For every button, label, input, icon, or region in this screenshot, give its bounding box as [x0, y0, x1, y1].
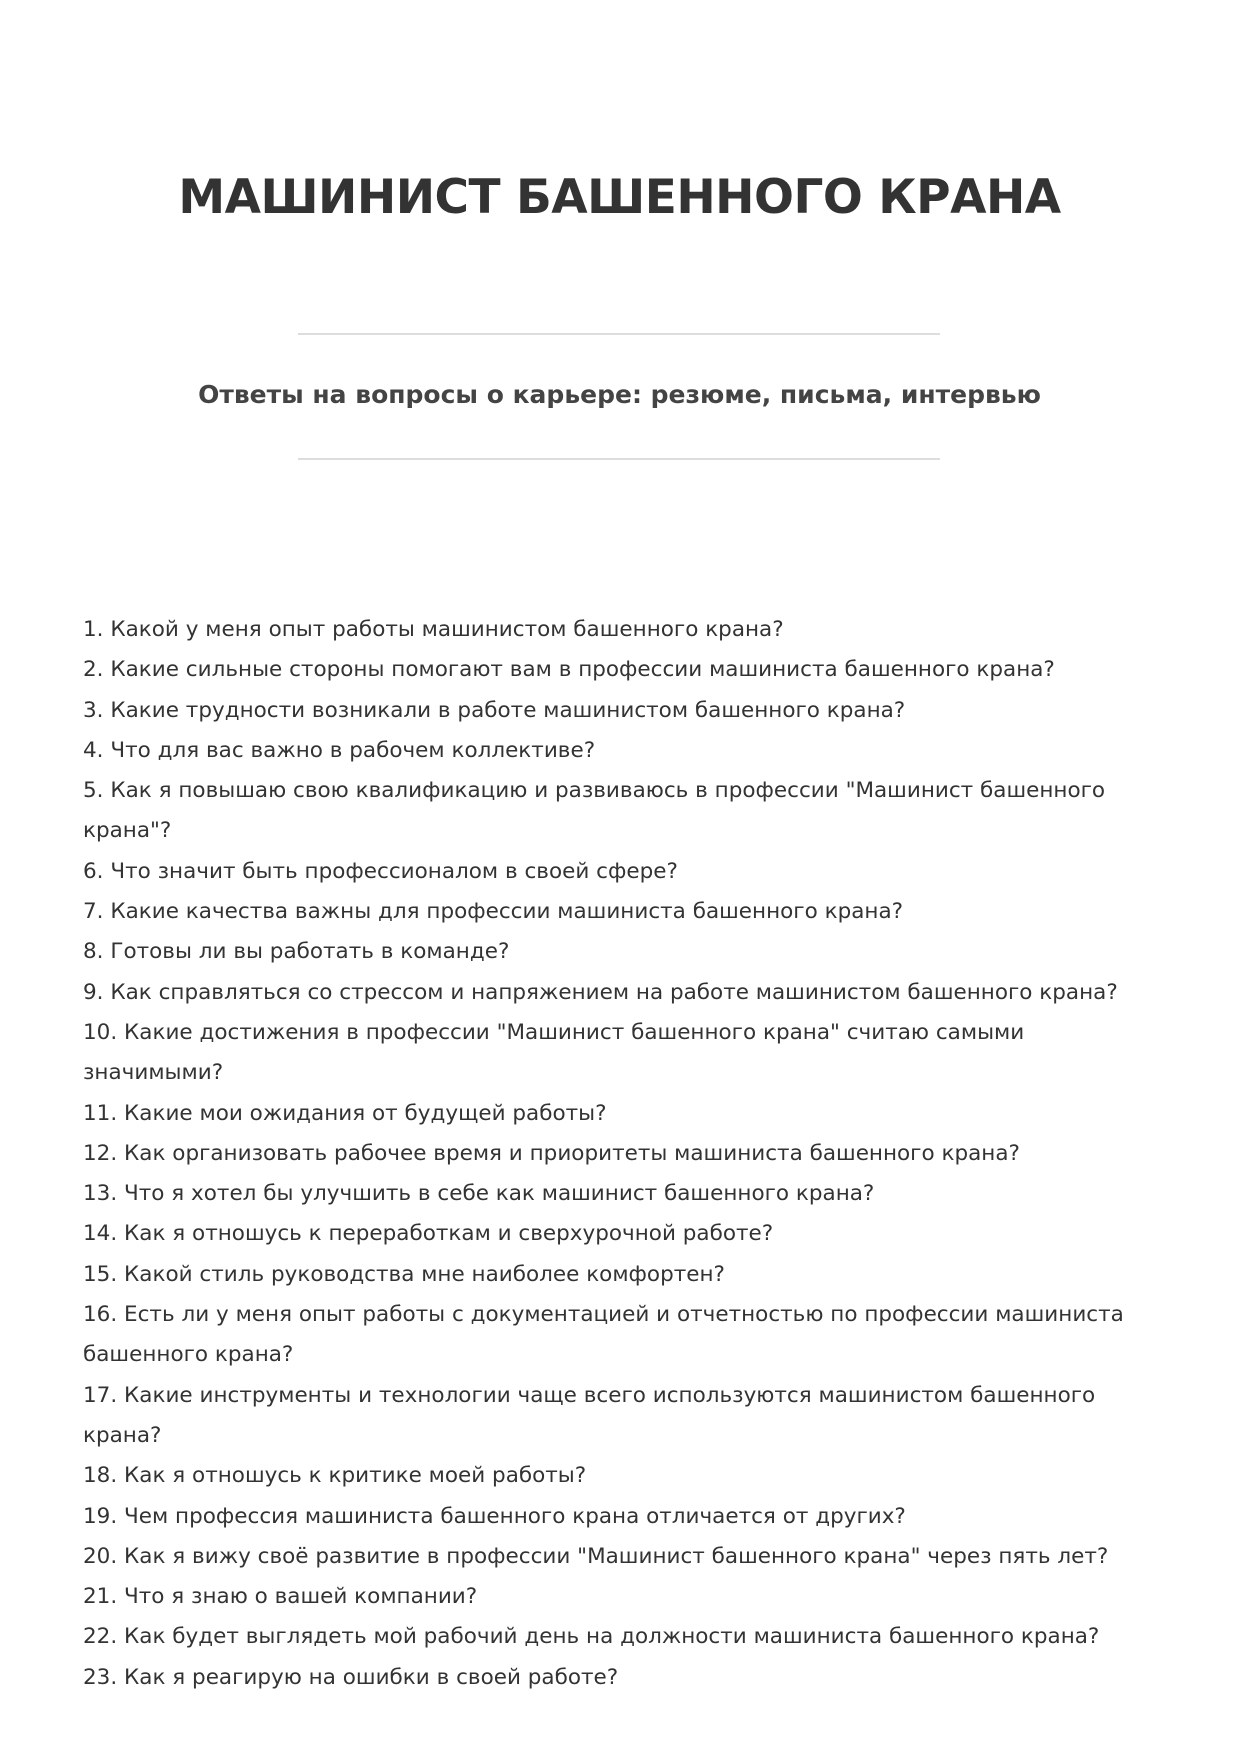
- question-item: 17. Какие инструменты и технологии чаще всего используются машинистом башенного крана?: [83, 1382, 1096, 1448]
- question-item: 2. Какие сильные стороны помогают вам в профессии машиниста башенного крана?: [83, 657, 1055, 683]
- question-item: 13. Что я хотел бы улучшить в себе как машинист башенного крана?: [83, 1181, 875, 1207]
- divider-bottom: [298, 458, 940, 460]
- question-item: 9. Как справляться со стрессом и напряжением на работе машинистом башенного крана?: [83, 979, 1118, 1005]
- question-item: 7. Какие качества важны для профессии машиниста башенного крана?: [83, 899, 904, 925]
- question-item: 16. Есть ли у меня опыт работы с документацией и отчетностью по профессии машиниста башенного крана?: [83, 1302, 1124, 1368]
- question-item: 10. Какие достижения в профессии "Машинист башенного крана" считаю самыми значимыми?: [83, 1019, 1025, 1086]
- question-item: 3. Какие трудности возникали в работе машинистом башенного крана?: [83, 697, 906, 723]
- page-subtitle: Ответы на вопросы о карьере: резюме, письма, интервью: [198, 380, 1041, 409]
- question-item: 11. Какие мои ожидания от будущей работы?: [83, 1100, 607, 1126]
- question-item: 14. Как я отношусь к переработкам и сверхурочной работе?: [83, 1221, 774, 1247]
- page-title: МАШИНИСТ БАШЕННОГО КРАНА: [178, 170, 1061, 225]
- question-item: 15. Какой стиль руководства мне наиболее комфортен?: [83, 1261, 725, 1287]
- divider-top: [298, 333, 940, 335]
- question-item: 12. Как организовать рабочее время и приоритеты машиниста башенного крана?: [83, 1140, 1020, 1166]
- question-item: 5. Как я повышаю свою квалификацию и развиваюсь в профессии "Машинист башенного крана"?: [83, 778, 1106, 844]
- question-item: 21. Что я знаю о вашей компании?: [83, 1584, 478, 1610]
- question-item: 20. Как я вижу своё развитие в профессии "Машинист башенного крана" через пять лет?: [83, 1543, 1109, 1569]
- question-item: 8. Готовы ли вы работать в команде?: [83, 939, 510, 965]
- question-item: 6. Что значит быть профессионалом в своей сфере?: [83, 858, 678, 884]
- question-item: 23. Как я реагирую на ошибки в своей работе?: [83, 1664, 619, 1690]
- question-item: 19. Чем профессия машиниста башенного крана отличается от других?: [83, 1503, 906, 1529]
- question-list: [83, 610, 1133, 1698]
- question-item: 4. Что для вас важно в рабочем коллективе?: [83, 737, 596, 763]
- question-item: 1. Какой у меня опыт работы машинистом башенного крана?: [83, 617, 784, 642]
- question-item: 18. Как я отношусь к критике моей работы?: [83, 1463, 587, 1489]
- question-item: 22. Как будет выглядеть мой рабочий день на должности машиниста башенного крана?: [83, 1624, 1100, 1650]
